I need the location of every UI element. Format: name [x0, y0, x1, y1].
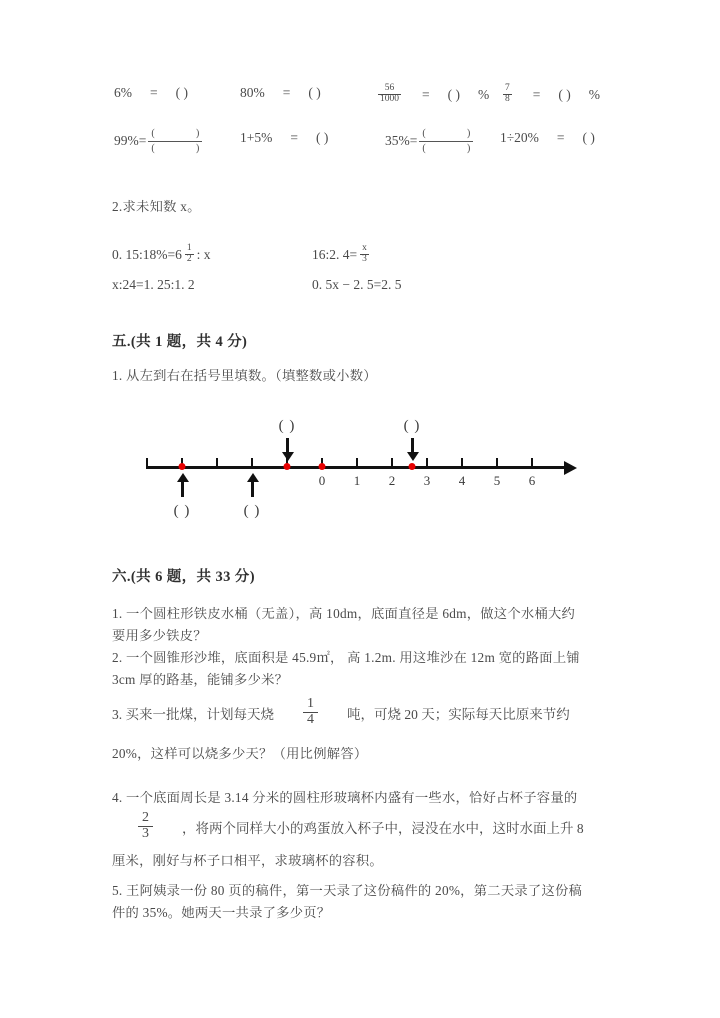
axis-label-5: 5 — [493, 473, 501, 488]
equation-3 — [112, 277, 195, 293]
q5-den-close: ) — [196, 142, 200, 154]
axis-arrowhead-icon — [564, 461, 577, 475]
q5-equals: = — [138, 133, 147, 148]
blank-item-q8 — [500, 130, 595, 146]
fraction-7-8 — [503, 84, 512, 105]
marked-point-dot — [319, 463, 326, 470]
problem-2-line-1: 2. 一个圆锥形沙堆，底面积是 45.9㎡， 高 1.2m. 用这堆沙在 12m 宽的路面上铺 — [112, 650, 580, 665]
blank-item-q6 — [240, 130, 328, 146]
problem-4-denominator: 3 — [138, 826, 153, 842]
problem-3-numerator: 1 — [307, 696, 314, 711]
axis-label-6: 6 — [528, 473, 536, 488]
blank-item-q1 — [114, 85, 188, 101]
q7-answer-fraction-blank[interactable] — [419, 128, 473, 154]
problem-1 — [112, 603, 632, 647]
blank-item-q7 — [385, 128, 475, 154]
problem-5 — [112, 880, 632, 924]
q8-equals: = — [556, 130, 565, 145]
eq3-text: x:24=1. 25:1. 2 — [112, 277, 195, 292]
q1-answer-blank[interactable]: ( ) — [175, 85, 188, 100]
tick-mark — [356, 458, 358, 469]
q4-denominator: 8 — [505, 93, 510, 104]
q3-unit: % — [478, 87, 490, 103]
equation-4 — [312, 277, 401, 293]
q3-denominator: 1000 — [380, 93, 399, 104]
number-line-blank-bottom-right[interactable]: ( ) — [243, 503, 261, 519]
eq1-before: 0. 15:18%=6 — [112, 247, 182, 263]
blank-item-q2 — [240, 85, 321, 101]
problem-4-line-3: 厘米，刚好与杯子口相平，求玻璃杯的容积。 — [112, 853, 383, 868]
axis-label-4: 4 — [458, 473, 466, 488]
blank-item-q3 — [375, 85, 489, 106]
problem-3-denominator: 4 — [303, 712, 318, 728]
q5-num-close: ) — [196, 128, 200, 139]
problem-5-line-1: 5. 王阿姨录一份 80 页的稿件，第一天录了这份稿件的 20%，第二天录了这份稿 — [112, 883, 583, 898]
eq2-numerator: x — [362, 243, 367, 253]
fraction-56-1000 — [378, 84, 401, 105]
tick-mark — [391, 458, 393, 469]
q6-expression: 1+5% — [240, 130, 273, 145]
q1-expression: 6% — [114, 85, 132, 100]
tick-mark — [216, 458, 218, 469]
q2-equals: = — [282, 85, 291, 100]
q3-answer-blank[interactable]: ( ) — [447, 87, 460, 103]
q4-equals: = — [532, 87, 541, 103]
tick-mark — [531, 458, 533, 469]
problem-3-text-after: 吨，可烧 20 天；实际每天比原来节约 — [347, 707, 570, 723]
section-five-heading: 五.(共 1 题，共 4 分) — [112, 334, 248, 350]
problem-4-numerator: 2 — [142, 810, 149, 825]
q6-equals: = — [290, 130, 298, 145]
q7-den-close: ) — [467, 142, 471, 154]
tick-mark — [426, 458, 428, 469]
problem-2-line-2: 3cm 厚的路基，能铺多少米？ — [112, 672, 289, 687]
fraction-1-4 — [303, 697, 318, 727]
q2-answer-blank[interactable]: ( ) — [308, 85, 321, 100]
axis-label-1: 1 — [353, 473, 361, 488]
problem-1-line-1: 1. 一个圆柱形铁皮水桶（无盖），高 10dm，底面直径是 6dm，做这个水桶大约 — [112, 606, 576, 621]
number-line-figure — [140, 418, 590, 528]
axis-label-0: 0 — [318, 473, 326, 488]
marked-point-dot — [179, 463, 186, 470]
equation-2 — [312, 245, 372, 266]
q2-expression: 80% — [240, 85, 265, 100]
section-six-heading: 六.(共 6 题，共 33 分) — [112, 569, 255, 585]
solve-x-prompt: 2.求未知数 x。 — [112, 199, 201, 214]
marked-point-dot — [284, 463, 291, 470]
eq1-after: : x — [196, 247, 211, 263]
blank-item-q5 — [114, 128, 204, 154]
eq4-text: 0. 5x − 2. 5=2. 5 — [312, 277, 402, 292]
problem-4-text-after: ，将两个同样大小的鸡蛋放入杯子中，浸没在水中，这时水面上升 8 — [182, 821, 584, 837]
q3-equals: = — [422, 87, 430, 103]
q4-unit: % — [588, 87, 600, 103]
marked-point-dot — [409, 463, 416, 470]
fraction-2-3 — [138, 811, 153, 841]
tick-mark — [146, 458, 148, 469]
q7-num-open: ( — [422, 128, 426, 139]
eq1-mixed-fraction — [185, 244, 194, 265]
tick-mark — [251, 458, 253, 469]
axis-label-2: 2 — [388, 473, 396, 488]
equation-1 — [112, 245, 211, 266]
q8-expression: 1÷20% — [500, 130, 539, 145]
problem-4-line-2 — [135, 812, 584, 842]
axis-label-3: 3 — [423, 473, 431, 488]
section-five-question: 1. 从左到右在括号里填数。（填整数或小数） — [112, 368, 377, 383]
eq2-denominator: 3 — [362, 253, 367, 264]
number-line-blank-bottom-left[interactable]: ( ) — [173, 503, 191, 519]
problem-3-line-2: 20%，这样可以烧多少天？（用比例解答） — [112, 746, 368, 761]
tick-mark — [461, 458, 463, 469]
eq1-mixed-num: 1 — [186, 243, 192, 253]
q6-answer-blank[interactable]: ( ) — [315, 130, 329, 145]
q5-expression: 99% — [114, 133, 139, 148]
q7-expression: 35% — [385, 133, 410, 148]
q7-num-close: ) — [467, 128, 471, 139]
problem-5-line-2: 件的 35%。她两天一共录了多少页？ — [112, 905, 331, 920]
q3-numerator: 56 — [384, 83, 395, 93]
number-line-blank-top-right[interactable]: ( ) — [403, 418, 421, 434]
blank-item-q4 — [500, 85, 600, 106]
eq2-fraction-x-3 — [360, 244, 369, 265]
tick-mark — [496, 458, 498, 469]
q7-equals: = — [409, 133, 418, 148]
q1-equals: = — [150, 85, 158, 100]
q7-den-open: ( — [422, 142, 426, 154]
problem-3-line-1 — [112, 698, 570, 728]
problem-2 — [112, 647, 632, 691]
q4-numerator: 7 — [505, 83, 510, 93]
problem-1-line-2: 要用多少铁皮？ — [112, 628, 207, 643]
number-line-blank-top-left[interactable]: ( ) — [278, 418, 296, 434]
q5-num-open: ( — [151, 128, 155, 139]
eq1-mixed-den: 2 — [186, 253, 192, 264]
q5-den-open: ( — [151, 142, 155, 154]
q5-answer-fraction-blank[interactable] — [148, 128, 202, 154]
eq2-before: 16:2. 4= — [312, 247, 358, 263]
problem-4-line-1: 4. 一个底面周长是 3.14 分米的圆柱形玻璃杯内盛有一些水，恰好占杯子容量的 — [112, 790, 578, 805]
problem-3-text-before: 3. 买来一批煤，计划每天烧 — [112, 707, 274, 723]
q4-answer-blank[interactable]: ( ) — [558, 87, 571, 103]
q8-answer-blank[interactable]: ( ) — [582, 130, 595, 145]
